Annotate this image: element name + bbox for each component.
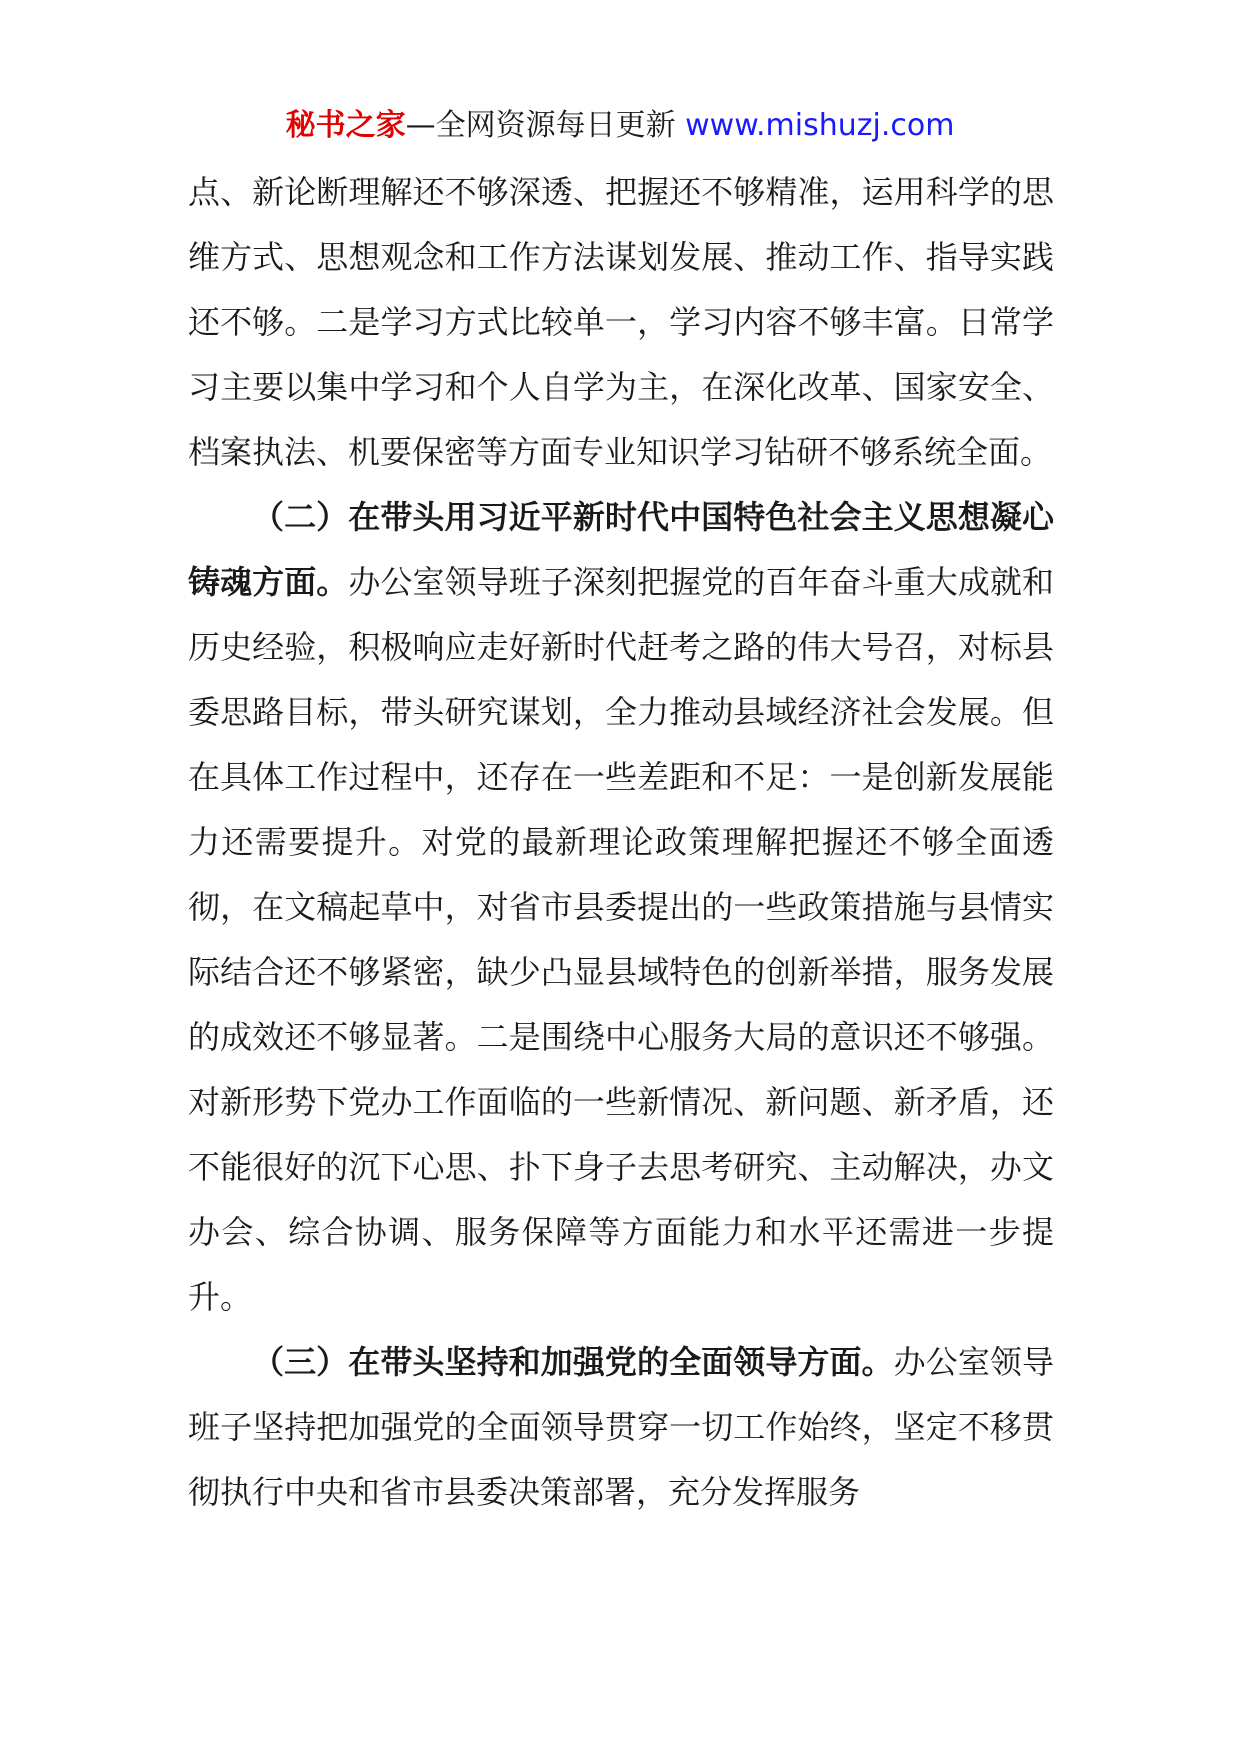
paragraph-text: 办公室领导班子坚持把加强党的全面领导贯穿一切工作始终，坚定不移贯彻执行中央和省市县委决策部署，充分发挥服务	[188, 1343, 1054, 1511]
site-url-link[interactable]: www.mishuzj.com	[685, 108, 955, 143]
section-heading: （三）在带头坚持和加强党的全面领导方面。	[252, 1343, 894, 1381]
section-heading: （二）在带头用习近平新时代中国特色社会主义思想凝心铸魂方面。	[188, 498, 1054, 601]
site-header	[0, 104, 1240, 148]
paragraph-section-3	[188, 1330, 1054, 1525]
paragraph-continuation	[188, 160, 1054, 485]
header-tagline: —全网资源每日更新	[405, 108, 686, 143]
paragraph-text: 点、新论断理解还不够深透、把握还不够精准，运用科学的思维方式、思想观念和工作方法谋划发展、推动工作、指导实践还不够。二是学习方式比较单一，学习内容不够丰富。日常学习主要以集中学习和个人自学为主，在深化改革、国家安全、档案执法、机要保密等方面专业知识学习钻研不够系统全面。	[188, 173, 1054, 471]
paragraph-section-2	[188, 485, 1054, 1330]
paragraph-text: 办公室领导班子深刻把握党的百年奋斗重大成就和历史经验，积极响应走好新时代赶考之路的伟大号召，对标县委思路目标，带头研究谋划，全力推动县域经济社会发展。但在具体工作过程中，还存在一些差距和不足：一是创新发展能力还需要提升。对党的最新理论政策理解把握还不够全面透彻，在文稿起草中，对省市县委提出的一些政策措施与县情实际结合还不够紧密，缺少凸显县域特色的创新举措，服务发展的成效还不够显著。二是围绕中心服务大局的意识还不够强。对新形势下党办工作面临的一些新情况、新问题、新矛盾，还不能很好的沉下心思、扑下身子去思考研究、主动解决，办文办会、综合协调、服务保障等方面能力和水平还需进一步提升。	[188, 563, 1054, 1316]
brand-name: 秘书之家	[285, 108, 406, 143]
document-body	[188, 160, 1054, 1525]
